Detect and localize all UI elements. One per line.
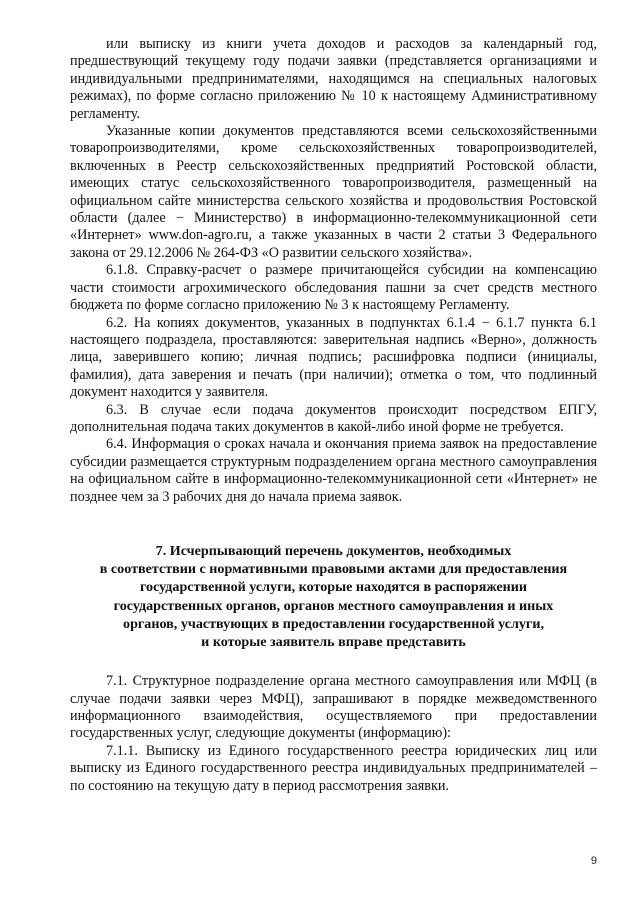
heading-line: государственной услуги, которые находятся в распоряжении bbox=[139, 579, 528, 596]
paragraph-6-4: 6.4. Информация о сроках начала и окончания приема заявок на предоставление субсидии размещается структурным подразделением органа местного самоуправления на официальном сайте в информационно-телекоммуникационной сети «Интернет» не позднее чем за 3 рабочих дня до начала приема заявок. bbox=[70, 436, 597, 505]
heading-line: государственных органов, органов местного самоуправления и иных bbox=[113, 597, 554, 614]
paragraph-6-1-8: 6.1.8. Справку-расчет о размере причитающейся субсидии на компенсацию части стоимости агрохимического обследования пашни за счет средств местного бюджета по форме согласно приложению № 3 к настоящему Регламенту. bbox=[70, 262, 597, 314]
paragraph-6-3: 6.3. В случае если подача документов происходит посредством ЕПГУ, дополнительная подача таких документов в какой-либо иной форме не требуется. bbox=[70, 401, 597, 435]
paragraph-6-2: 6.2. На копиях документов, указанных в подпунктах 6.1.4 − 6.1.7 пункта 6.1 настоящего подраздела, проставляются: заверительная надпись «Верно», должность лица, заверившего копию; личная подпись; расшифровка подписи (инициалы, фамилия), дата заверения и печать (при наличии); отметка о том, что подлинный документ находится у заявителя. bbox=[70, 314, 597, 401]
heading-line: и которые заявитель вправе представить bbox=[201, 633, 466, 650]
paragraph-copies-note: Указанные копии документов представляются всеми сельскохозяйственными товаропроизводителями, кроме сельскохозяйственных товаропроизводителей, включенных в Реестр сельскохозяйственных предприятий Ростовской области, имеющих статус сельскохозяйственного товаропроизводителя, размещенный на официальном сайте министерства сельского хозяйства и продовольствия Ростовской области (далее − Министерство) в информационно-телекоммуникационной сети «Интернет» www.don-agro.ru, а также указанных в части 2 статьи 3 Федерального закона от 29.12.2006 № 264-ФЗ «О развитии сельского хозяйства». bbox=[70, 123, 597, 261]
paragraph-7-1: 7.1. Структурное подразделение органа местного самоуправления или МФЦ (в случае подачи заявки через МФЦ), запрашивают в порядке межведомственного информационного взаимодействия, осуществляемого при предоставлении государственных услуг, следующие документы (информацию): bbox=[70, 673, 597, 742]
heading-line: в соответствии с нормативными правовыми актами для предоставления bbox=[99, 561, 568, 578]
paragraph-7-1-1: 7.1.1. Выписку из Единого государственного реестра юридических лиц или выписку из Единого государственного реестра индивидуальных предпринимателей – по состоянию на текущую дату в период рассмотрения заявки. bbox=[70, 742, 597, 794]
spacer bbox=[70, 651, 597, 673]
heading-line: 7. Исчерпывающий перечень документов, необходимых bbox=[155, 542, 512, 559]
heading-line: органов, участвующих в предоставлении государственной услуги, bbox=[123, 615, 544, 632]
section-7-heading bbox=[70, 542, 597, 651]
page-number: 9 bbox=[590, 855, 597, 867]
paragraph-continuation: или выписку из книги учета доходов и расходов за календарный год, предшествующий текущему году подачи заявки (представляется организациями и индивидуальными предпринимателями, находящимся на специальных налоговых режимах), по форме согласно приложению № 10 к настоящему Административному регламенту. bbox=[70, 36, 597, 122]
